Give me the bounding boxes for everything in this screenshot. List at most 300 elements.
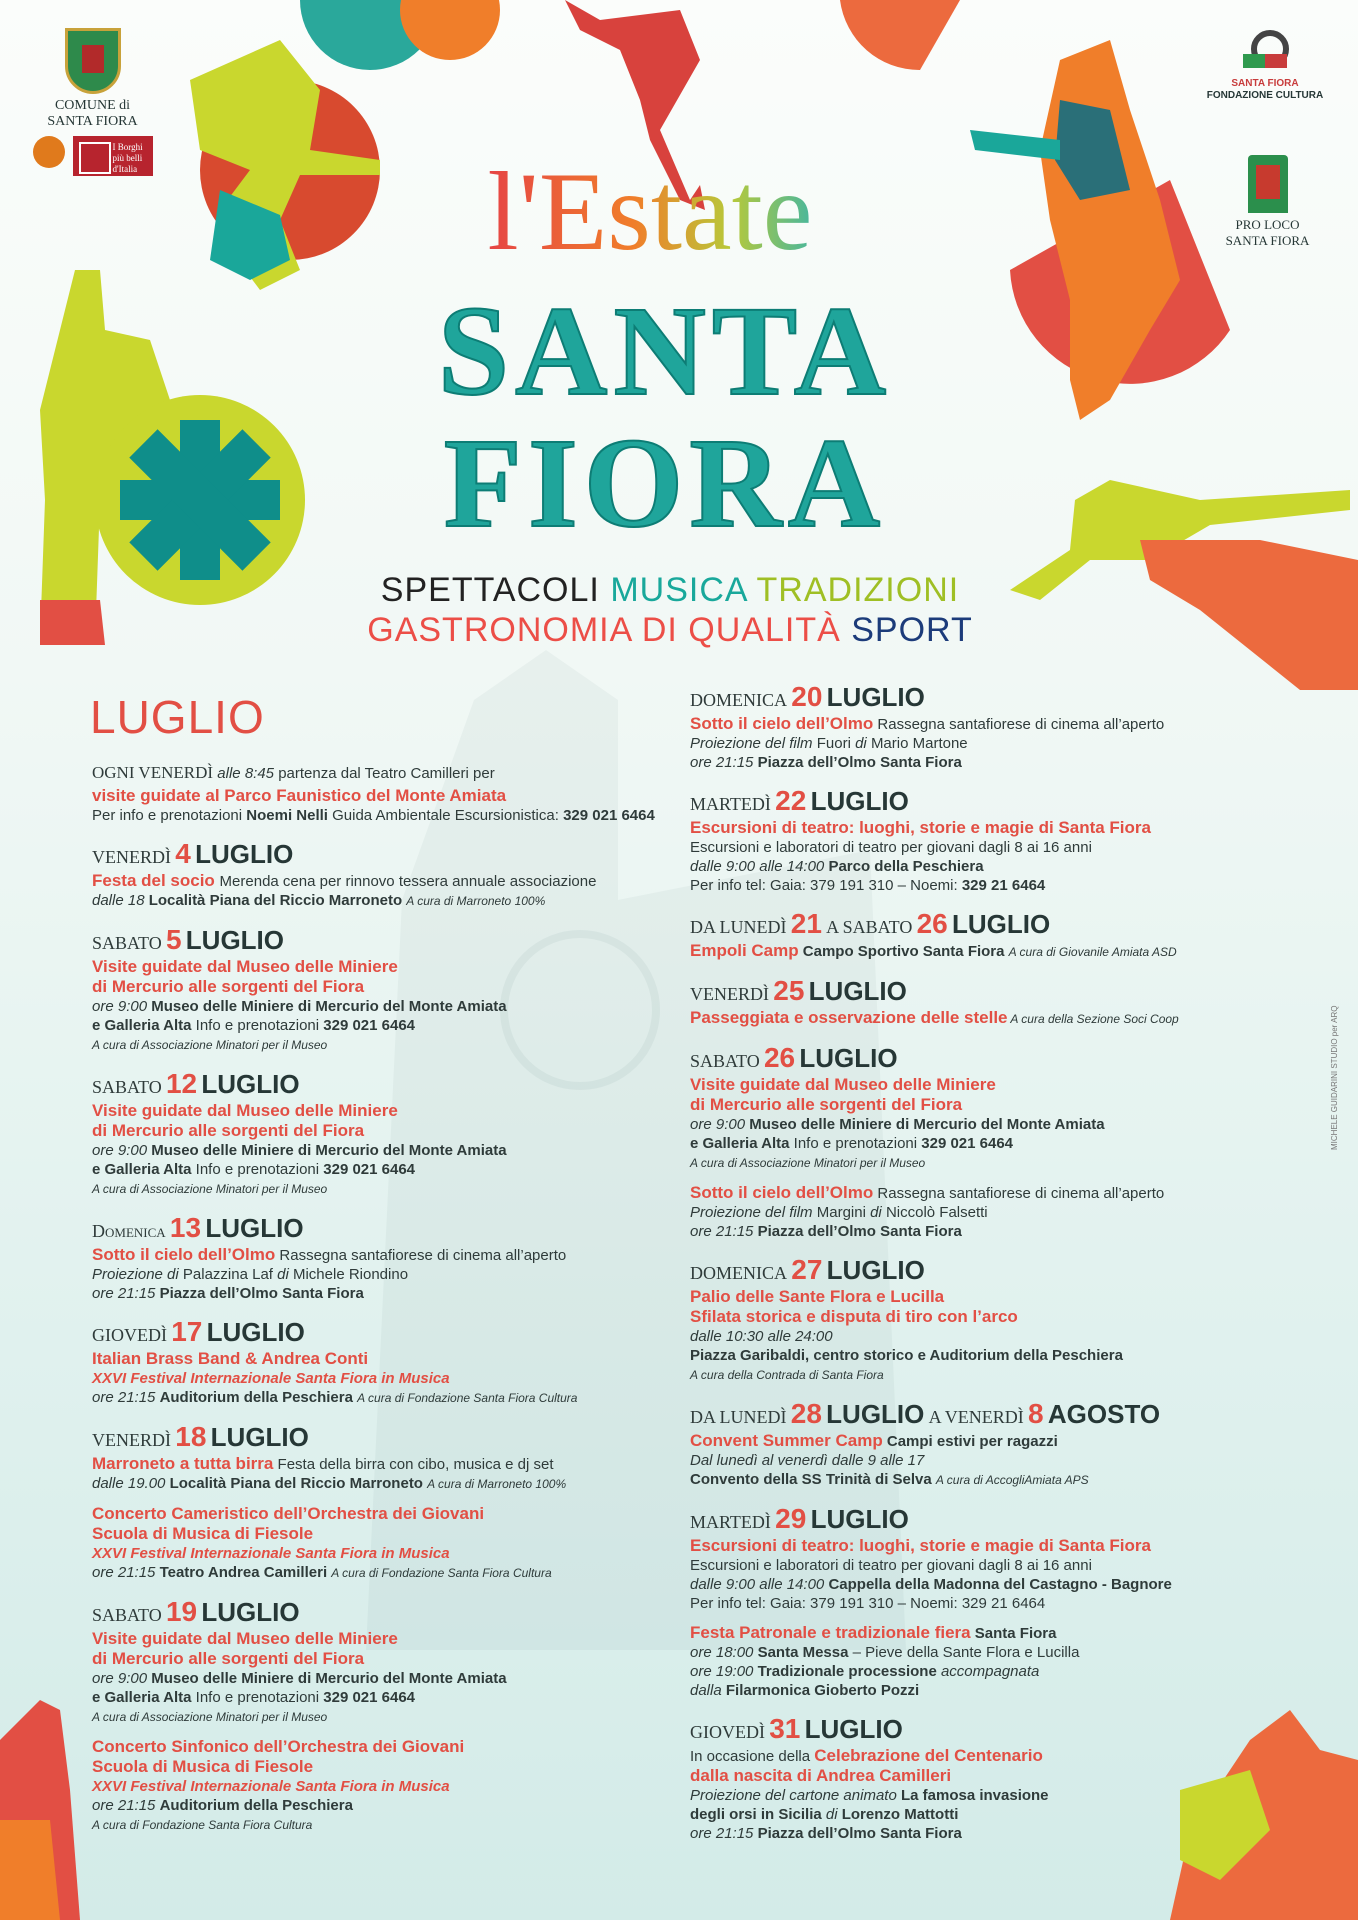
- drummer-shoes: [40, 600, 105, 645]
- event-month: LUGLIO: [195, 839, 294, 869]
- month-title: LUGLIO: [90, 691, 265, 743]
- event-text: Piazza Garibaldi, centro storico e Auditorium della Peschiera: [690, 1347, 1123, 1364]
- event-text: Escursioni di teatro: luoghi, storie e magie di Santa Fiora: [690, 818, 1151, 837]
- event-text: Michele Riondino: [292, 1266, 409, 1283]
- event-text: e Galleria Alta: [92, 1017, 192, 1034]
- event-block: [92, 838, 652, 911]
- event-text: visite guidate al Parco Faunistico del Monte Amiata: [92, 786, 507, 805]
- events-left-column: [90, 690, 655, 1851]
- event-line: [92, 1629, 652, 1649]
- event-text: Proiezione del film: [690, 1204, 817, 1221]
- event-weekday: VENERDÌ: [92, 847, 171, 867]
- event-line: [690, 1623, 1250, 1643]
- event-day-number: 25: [773, 975, 805, 1006]
- event-text: Auditorium della Peschiera: [159, 1797, 353, 1814]
- event-text: di: [825, 1806, 842, 1823]
- event-line: [690, 1307, 1250, 1327]
- event-day-number: 26: [763, 1042, 796, 1073]
- event-month: LUGLIO: [826, 1399, 925, 1429]
- event-day-number: 28: [790, 1398, 822, 1429]
- event-text: Visite guidate dal Museo delle Miniere: [92, 1629, 398, 1648]
- event-text: e Galleria Alta: [92, 1689, 192, 1706]
- event-line: [92, 806, 655, 825]
- event-text: 329 021 6464: [323, 1689, 416, 1706]
- event-line: [92, 1707, 652, 1727]
- event-line: [690, 714, 1250, 734]
- event-line: [690, 1431, 1250, 1451]
- event-line: [690, 1575, 1250, 1594]
- event-text: ore 21:15: [690, 1825, 758, 1842]
- event-line: [690, 1222, 1250, 1241]
- title-estate: l'Estate: [487, 150, 813, 274]
- event-text: Marroneto a tutta birra: [92, 1454, 274, 1473]
- event-text: ore 18:00: [690, 1644, 758, 1661]
- event-month: AGOSTO: [1047, 1399, 1161, 1429]
- event-text: dalla nascita di Andrea Camilleri: [690, 1766, 952, 1785]
- fan-top-right: [840, 0, 960, 70]
- event-block: [690, 1042, 1250, 1241]
- event-text: A cura di Marroneto 100%: [427, 1477, 567, 1491]
- event-text: Rassegna santafiorese di cinema all’aperto: [873, 716, 1165, 733]
- event-text: Margini: [816, 1204, 866, 1221]
- event-text: dalle 18: [92, 892, 149, 909]
- event-text: Niccolò Falsetti: [885, 1204, 988, 1221]
- event-text: Per info tel: Gaia: 379 191 310 – Noemi:: [690, 877, 962, 894]
- event-line: [92, 1669, 652, 1688]
- event-weekday: GIOVEDÌ: [690, 1722, 765, 1742]
- event-text: XXVI Festival Internazionale Santa Fiora in Musica: [92, 1370, 450, 1387]
- event-text: Auditorium della Peschiera: [159, 1389, 358, 1406]
- event-date-heading: [92, 1421, 652, 1454]
- event-line: [690, 1327, 1250, 1346]
- event-text: Celebrazione del Centenario: [814, 1746, 1043, 1765]
- event-text: A cura di Associazione Minatori per il Museo: [92, 1710, 328, 1724]
- event-text: A cura di Fondazione Santa Fiora Cultura: [331, 1566, 552, 1580]
- event-date-heading: [690, 908, 1250, 941]
- event-weekday: VENERDÌ: [690, 984, 769, 1004]
- event-month: LUGLIO: [201, 1069, 300, 1099]
- event-text: Località Piana del Riccio Marroneto: [148, 892, 407, 909]
- event-line: [690, 1662, 1250, 1681]
- event-line: [690, 1346, 1250, 1365]
- proloco-line1: PRO LOCO: [1235, 217, 1300, 232]
- event-block: [92, 924, 652, 1055]
- event-weekday: Domenica: [92, 1221, 166, 1241]
- event-line: [92, 1563, 652, 1583]
- events-right-column: [690, 681, 1250, 1859]
- event-block: [92, 1316, 652, 1408]
- event-line: [690, 818, 1250, 838]
- event-line: [690, 1075, 1250, 1095]
- event-weekday: SABATO: [690, 1051, 760, 1071]
- event-line: [92, 997, 652, 1016]
- event-line: [690, 1183, 1250, 1203]
- event-weekday: SABATO: [92, 933, 162, 953]
- event-line: [92, 977, 652, 997]
- event-text: Piazza dell’Olmo Santa Fiora: [757, 1825, 962, 1842]
- event-block: [92, 760, 655, 825]
- title-line1: [300, 150, 1000, 275]
- event-line: [690, 1681, 1250, 1700]
- event-line: [92, 1245, 652, 1265]
- event-text: Sotto il cielo dell’Olmo: [690, 714, 874, 733]
- event-text: Proiezione del cartone animato: [690, 1787, 901, 1804]
- event-month: LUGLIO: [205, 1213, 304, 1243]
- event-date-heading: [92, 1596, 652, 1629]
- event-weekday: MARTEDÌ: [690, 1512, 771, 1532]
- event-block: [690, 1503, 1250, 1700]
- event-text: – Pieve della Sante Flora e Lucilla: [848, 1644, 1080, 1661]
- event-line: [690, 1470, 1250, 1490]
- event-text: Museo delle Miniere di Mercurio del Monte Amiata: [151, 1142, 507, 1159]
- event-text: Dal lunedì al venerdì dalle 9 alle 17: [690, 1452, 925, 1469]
- event-line: [690, 1643, 1250, 1662]
- event-text: e Galleria Alta: [690, 1135, 790, 1152]
- event-text: Visite guidate dal Museo delle Miniere: [92, 1101, 398, 1120]
- event-date-heading: [92, 1068, 652, 1101]
- event-text: 329 021 6464: [323, 1017, 416, 1034]
- event-text: Info e prenotazioni: [191, 1017, 324, 1034]
- event-text: Guida Ambientale Escursionistica:: [327, 807, 564, 824]
- event-line: [92, 1504, 652, 1524]
- event-line: [92, 1141, 652, 1160]
- event-line: [92, 1777, 652, 1796]
- event-text: Palio delle Sante Flora e Lucilla: [690, 1287, 945, 1306]
- event-block: [92, 1421, 652, 1583]
- event-text: ore 21:15: [92, 1797, 160, 1814]
- event-text: 329 021 6464: [921, 1135, 1014, 1152]
- event-line: [690, 1365, 1250, 1385]
- event-text: Tradizionale processione: [757, 1663, 941, 1680]
- event-day-number: 22: [775, 785, 807, 816]
- event-text: Piazza dell’Olmo Santa Fiora: [159, 1285, 364, 1302]
- event-block: [92, 1068, 652, 1199]
- event-day-number: 18: [175, 1421, 207, 1452]
- event-text: Sfilata storica e disputa di tiro con l’arco: [690, 1307, 1018, 1326]
- event-weekday: DOMENICA: [690, 690, 787, 710]
- event-text: Mario Martone: [870, 735, 968, 752]
- event-line: [92, 1035, 652, 1055]
- event-text: Merenda cena per rinnovo tessera annuale associazione: [219, 873, 597, 890]
- event-day-number: 20: [791, 681, 823, 712]
- event-month: LUGLIO: [799, 1043, 898, 1073]
- event-weekday: DA LUNEDÌ: [690, 1407, 787, 1427]
- event-line: [690, 1115, 1250, 1134]
- event-text: Palazzina Laf: [182, 1266, 273, 1283]
- event-line: [690, 838, 1250, 857]
- event-text: Per info e prenotazioni: [92, 807, 247, 824]
- event-text: di: [865, 1204, 886, 1221]
- event-month: LUGLIO: [804, 1714, 903, 1744]
- event-text: di Mercurio alle sorgenti del Fiora: [690, 1095, 963, 1114]
- drum-asterisk: [120, 420, 280, 580]
- event-text: dalle 9:00 alle 14:00: [690, 1576, 829, 1593]
- event-date-heading: [92, 1316, 652, 1349]
- event-line: [92, 1121, 652, 1141]
- event-text: XXVI Festival Internazionale Santa Fiora in Musica: [92, 1778, 450, 1795]
- event-block: [690, 908, 1250, 962]
- event-text: Campi estivi per ragazzi: [882, 1433, 1058, 1450]
- event-day-number: 19: [165, 1596, 198, 1627]
- event-text: La famosa invasione: [900, 1787, 1049, 1804]
- event-text: Info e prenotazioni: [191, 1689, 324, 1706]
- tag-sport: SPORT: [851, 611, 973, 649]
- event-text: Escursioni e laboratori di teatro per giovani dagli 8 ai 16 anni: [690, 839, 1092, 856]
- event-text: Museo delle Miniere di Mercurio del Monte Amiata: [749, 1116, 1105, 1133]
- event-text: Piazza dell’Olmo Santa Fiora: [757, 754, 962, 771]
- event-day-number: 5: [165, 924, 182, 955]
- designer-credit: MICHELE GUIDARINI STUDIO per ARQ: [1330, 1005, 1339, 1150]
- event-date-heading: [690, 1713, 1250, 1746]
- event-text: dalle 9:00 alle 14:00: [690, 858, 829, 875]
- comune-line1: COMUNE di: [54, 98, 131, 113]
- event-text: degli orsi in Sicilia: [690, 1806, 826, 1823]
- fondazione-line1: SANTA FIORA: [1231, 78, 1299, 89]
- event-weekday: A VENERDÌ: [928, 1407, 1024, 1427]
- event-block: [690, 785, 1250, 895]
- event-text: Proiezione del film: [690, 735, 817, 752]
- event-text: di Mercurio alle sorgenti del Fiora: [92, 977, 365, 996]
- event-month: LUGLIO: [810, 786, 909, 816]
- event-text: Passeggiata e osservazione delle stelle: [690, 1008, 1008, 1027]
- tag-gastronomia: GASTRONOMIA DI QUALITÀ: [367, 611, 841, 649]
- event-line: [92, 1016, 652, 1035]
- event-text: Sotto il cielo dell’Olmo: [92, 1245, 276, 1264]
- event-date-heading: [690, 1254, 1250, 1287]
- event-text: Empoli Camp: [690, 941, 799, 960]
- event-line: [690, 1746, 1250, 1766]
- event-text: Filarmonica Gioberto Pozzi: [725, 1682, 920, 1699]
- event-text: Parco della Peschiera: [828, 858, 984, 875]
- title-santa: SANTA: [437, 280, 893, 422]
- event-text: di Mercurio alle sorgenti del Fiora: [92, 1649, 365, 1668]
- proloco-line2: SANTA FIORA: [1225, 233, 1310, 248]
- event-line: [92, 1369, 652, 1388]
- event-month: LUGLIO: [952, 909, 1051, 939]
- event-text: ore 9:00: [690, 1116, 750, 1133]
- event-text: Scuola di Musica di Fiesole: [92, 1524, 314, 1543]
- event-block: [690, 1254, 1250, 1385]
- event-line: [690, 941, 1250, 962]
- event-line: [92, 1160, 652, 1179]
- event-text: Lorenzo Mattotti: [841, 1806, 959, 1823]
- event-line: [92, 1454, 652, 1474]
- event-line: [92, 1101, 652, 1121]
- event-text: Fuori: [816, 735, 851, 752]
- event-line: [92, 1757, 652, 1777]
- event-line: [690, 734, 1250, 753]
- event-text: ore 9:00: [92, 1142, 152, 1159]
- event-weekday: GIOVEDÌ: [92, 1325, 167, 1345]
- event-line: [92, 1284, 652, 1303]
- event-text: Festa del socio: [92, 871, 220, 890]
- event-text: Visite guidate dal Museo delle Miniere: [92, 957, 398, 976]
- event-text: Località Piana del Riccio Marroneto: [169, 1475, 428, 1492]
- event-text: Rassegna santafiorese di cinema all’aperto: [275, 1247, 567, 1264]
- event-block: [690, 681, 1250, 772]
- event-day-number: 4: [175, 838, 191, 869]
- event-text: OGNI VENERDÌ: [92, 763, 218, 782]
- event-text: XXVI Festival Internazionale Santa Fiora in Musica: [92, 1545, 450, 1562]
- event-day-number: 29: [775, 1503, 807, 1534]
- event-line: [92, 1388, 652, 1408]
- event-date-heading: [690, 1398, 1250, 1431]
- event-text: Noemi Nelli: [246, 807, 328, 824]
- event-month: LUGLIO: [206, 1317, 305, 1347]
- tag-spettacoli: SPETTACOLI: [380, 571, 600, 609]
- event-line: [92, 871, 652, 891]
- event-text: ore 21:15: [92, 1285, 160, 1302]
- event-line: [690, 1594, 1250, 1613]
- event-text: Escursioni e laboratori di teatro per giovani dagli 8 ai 16 anni: [690, 1557, 1092, 1574]
- event-line: [92, 891, 652, 911]
- event-day-number: 13: [169, 1212, 202, 1243]
- event-line: [690, 1287, 1250, 1307]
- event-line: [92, 1179, 652, 1199]
- event-line: [690, 1203, 1250, 1222]
- tag-musica: MUSICA: [610, 571, 747, 609]
- event-date-heading: [690, 1503, 1250, 1536]
- event-line: [690, 857, 1250, 876]
- event-text: Convent Summer Camp: [690, 1431, 883, 1450]
- event-text: ore 19:00: [690, 1663, 758, 1680]
- event-text: dalle 19.00: [92, 1475, 170, 1492]
- event-text: A cura di Marroneto 100%: [406, 894, 546, 908]
- event-text: A cura di Fondazione Santa Fiora Cultura: [357, 1391, 578, 1405]
- event-text: accompagnata: [940, 1663, 1040, 1680]
- title-fiora: FIORA: [443, 412, 887, 554]
- event-text: Santa Fiora: [970, 1625, 1057, 1642]
- event-line: [92, 1796, 652, 1815]
- event-text: Teatro Andrea Camilleri: [159, 1564, 332, 1581]
- event-day-number: 8: [1028, 1398, 1044, 1429]
- event-block: [92, 1212, 652, 1303]
- event-text: di: [272, 1266, 293, 1283]
- event-text: ore 21:15: [690, 1223, 758, 1240]
- event-line: [690, 1556, 1250, 1575]
- event-text: Concerto Cameristico dell’Orchestra dei Giovani: [92, 1504, 485, 1523]
- event-weekday: VENERDÌ: [92, 1430, 171, 1450]
- borghi-logo: I Borghi più belli d'Italia: [73, 136, 153, 176]
- dancer-skirt: [1140, 540, 1358, 690]
- event-text: A cura di Associazione Minatori per il Museo: [690, 1156, 926, 1170]
- event-text: Festa della birra con cibo, musica e dj set: [273, 1456, 554, 1473]
- event-weekday: SABATO: [92, 1605, 162, 1625]
- event-line: [92, 1524, 652, 1544]
- event-text: Concerto Sinfonico dell’Orchestra dei Giovani: [92, 1737, 465, 1756]
- event-month: LUGLIO: [826, 1255, 925, 1285]
- event-text: 329 21 6464: [961, 877, 1046, 894]
- event-text: ore 9:00: [92, 1670, 152, 1687]
- event-text: A cura di Fondazione Santa Fiora Cultura: [92, 1818, 313, 1832]
- event-text: In occasione della: [690, 1748, 815, 1765]
- figure-bottom-left-skirt: [0, 1820, 60, 1920]
- event-text: Festa Patronale e tradizionale fiera: [690, 1623, 971, 1642]
- event-line: [690, 1786, 1250, 1805]
- event-text: A cura di AccogliAmiata APS: [935, 1473, 1089, 1487]
- event-text: e Galleria Alta: [92, 1161, 192, 1178]
- event-text: Info e prenotazioni: [191, 1161, 324, 1178]
- event-date-heading: [92, 924, 652, 957]
- event-day-number: 26: [916, 908, 948, 939]
- event-text: A cura di Associazione Minatori per il Museo: [92, 1182, 328, 1196]
- event-line: [92, 1737, 652, 1757]
- event-line: [690, 753, 1250, 772]
- event-text: Proiezione di: [92, 1266, 183, 1283]
- event-line: [92, 1349, 652, 1369]
- event-line: [690, 1824, 1250, 1843]
- event-day-number: 31: [769, 1713, 801, 1744]
- event-line: [92, 1474, 652, 1494]
- event-block: [690, 1398, 1250, 1490]
- event-line: [92, 1688, 652, 1707]
- event-weekday: DOMENICA: [690, 1263, 787, 1283]
- event-text: ore 21:15: [92, 1389, 160, 1406]
- event-date-heading: [690, 785, 1250, 818]
- event-text: dalla: [690, 1682, 726, 1699]
- event-line: [92, 1544, 652, 1563]
- event-month: LUGLIO: [810, 1504, 909, 1534]
- event-text: Escursioni di teatro: luoghi, storie e magie di Santa Fiora: [690, 1536, 1151, 1555]
- event-text: ore 21:15: [690, 754, 758, 771]
- event-day-number: 27: [791, 1254, 823, 1285]
- event-text: A cura della Contrada di Santa Fiora: [690, 1368, 884, 1382]
- event-text: Museo delle Miniere di Mercurio del Monte Amiata: [151, 1670, 507, 1687]
- event-weekday: SABATO: [92, 1077, 162, 1097]
- event-line: [92, 1265, 652, 1284]
- event-month: LUGLIO: [210, 1422, 309, 1452]
- event-text: Visite guidate dal Museo delle Miniere: [690, 1075, 996, 1094]
- event-day-number: 17: [171, 1316, 203, 1347]
- event-date-heading: [690, 681, 1250, 714]
- event-line: [690, 1008, 1250, 1029]
- event-month: LUGLIO: [201, 1597, 300, 1627]
- event-day-number: 21: [790, 908, 822, 939]
- event-text: 329 021 6464: [563, 807, 655, 824]
- event-text: Museo delle Miniere di Mercurio del Monte Amiata: [151, 998, 507, 1015]
- event-block: [690, 975, 1250, 1029]
- event-line: [92, 786, 652, 806]
- event-text: di Mercurio alle sorgenti del Fiora: [92, 1121, 365, 1140]
- event-text: A cura della Sezione Soci Coop: [1007, 1012, 1179, 1026]
- tagline: [330, 570, 1010, 650]
- event-date-heading: [92, 838, 652, 871]
- fondazione-line2: FONDAZIONE CULTURA: [1206, 90, 1324, 101]
- event-weekday: A SABATO: [826, 917, 913, 937]
- event-month: LUGLIO: [808, 976, 907, 1006]
- event-line: [690, 1095, 1250, 1115]
- event-text: Santa Messa: [757, 1644, 849, 1661]
- event-text: Piazza dell’Olmo Santa Fiora: [757, 1223, 962, 1240]
- event-block: [92, 1596, 652, 1835]
- event-date-heading: [690, 1042, 1250, 1075]
- tag-tradizioni: TRADIZIONI: [756, 571, 960, 609]
- event-text: Italian Brass Band & Andrea Conti: [92, 1349, 369, 1368]
- title-main: [300, 280, 1030, 554]
- event-weekday: MARTEDÌ: [690, 794, 771, 814]
- event-line: [92, 1815, 652, 1835]
- event-text: 329 021 6464: [323, 1161, 416, 1178]
- event-line: [690, 876, 1250, 895]
- event-date-heading: [690, 975, 1250, 1008]
- event-block: [690, 1713, 1250, 1843]
- event-text: Per info tel: Gaia: 379 191 310 – Noemi: 329 21 6464: [690, 1595, 1046, 1612]
- event-line: [92, 957, 652, 977]
- event-text: dalle 10:30 alle 24:00: [690, 1328, 833, 1345]
- event-text: A cura di Giovanile Amiata ASD: [1008, 945, 1177, 959]
- event-line: [690, 1766, 1250, 1786]
- event-day-number: 12: [165, 1068, 198, 1099]
